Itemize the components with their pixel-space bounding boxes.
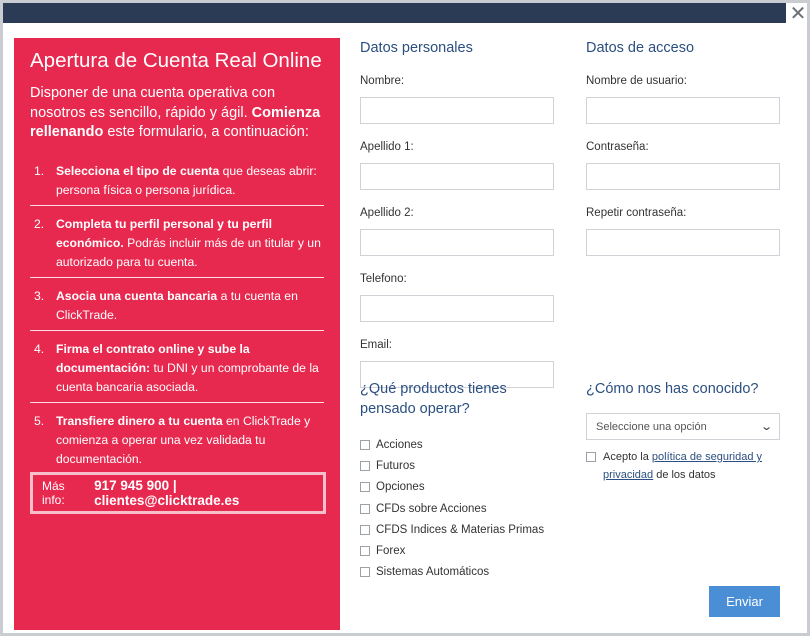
name-field [360,73,554,124]
product-option[interactable] [360,434,544,455]
step-item [30,403,324,474]
promo-intro-end: este formulario, a continuación: [103,124,309,140]
step-item [30,153,324,206]
access-data-section [586,38,780,256]
step-item [30,278,324,331]
step-item [30,206,324,278]
name-input[interactable] [360,97,554,124]
step-item [30,331,324,403]
option-label: Opciones [376,481,425,494]
promo-intro-bold: Comienza rellenando [30,104,321,140]
option-label: CFDs sobre Acciones [376,502,487,515]
step-bold: Transfiere dinero a tu cuenta [56,413,223,428]
field-label: Contraseña: [586,141,649,153]
personal-heading: Datos personales [360,40,473,56]
option-label: CFDS Indices & Materias Primas [376,523,545,536]
step-rest: a tu cuenta en ClickTrade. [56,288,298,322]
promo-intro [30,84,324,143]
field-label: Apellido 2: [360,207,414,219]
product-option[interactable] [360,477,544,498]
surname2-input[interactable] [360,229,554,256]
more-info-label: Más info: [42,479,65,507]
phone-input[interactable] [360,295,554,322]
surname1-field [360,139,554,190]
product-option[interactable] [360,519,544,540]
option-label: Forex [376,545,406,558]
consent-checkbox[interactable] [586,452,596,462]
step-bold: Selecciona el tipo de cuenta [56,163,220,178]
step-number: 3. [34,288,45,303]
username-field [586,73,780,124]
step-number: 5. [34,413,45,428]
option-label: Futuros [376,459,415,472]
products-checklist [360,434,544,583]
more-info-box [30,472,326,514]
personal-data-section [360,38,554,388]
step-number: 2. [34,216,45,231]
access-heading: Datos de acceso [586,40,695,56]
promo-panel [14,38,340,630]
submit-button[interactable]: Enviar [709,586,780,617]
source-question: ¿Cómo nos has conocido? [586,381,759,397]
repeat-password-field [586,205,780,256]
checkbox[interactable] [360,567,370,577]
promo-intro-text: Disponer de una cuenta operativa con nosotros es sencillo, rápido y ágil. [30,85,276,121]
password-input[interactable] [586,163,780,190]
step-text [56,215,324,272]
step-rest: tu DNI y un comprobante de la cuenta bancaria asociada. [56,360,319,394]
close-icon[interactable]: ✕ [789,3,807,25]
checkbox[interactable] [360,461,370,471]
products-question: ¿Qué productos tienes pensado operar? [360,381,507,417]
username-input[interactable] [586,97,780,124]
step-number: 4. [34,341,45,356]
field-label: Repetir contraseña: [586,207,687,219]
privacy-policy-link[interactable]: política de seguridad y privacidad [603,451,762,481]
step-text [56,287,324,325]
product-option[interactable] [360,455,544,476]
step-bold: Completa tu perfil personal y tu perfil económico. [56,216,273,250]
consent-suffix: de los datos [653,469,716,481]
password-field [586,139,780,190]
surname1-input[interactable] [360,163,554,190]
option-label: Acciones [376,438,423,451]
promo-title: Apertura de Cuenta Real Online [30,49,322,72]
option-label: Sistemas Automáticos [376,566,490,579]
consent-prefix: Acepto la [603,451,652,463]
product-option[interactable] [360,562,544,583]
source-select[interactable] [586,413,780,440]
step-rest: que deseas abrir: persona física o persona jurídica. [56,163,317,197]
step-rest: Podrás incluir más de un titular y un autorizado para tu cuenta. [56,235,321,269]
checkbox[interactable] [360,440,370,450]
field-label: Telefono: [360,273,407,285]
step-rest: en ClickTrade y comienza a operar una vez validada tu documentación. [56,413,311,466]
privacy-consent [586,448,786,484]
step-text [56,412,324,469]
repeat-password-input[interactable] [586,229,780,256]
step-text [56,162,324,200]
checkbox[interactable] [360,546,370,556]
product-option[interactable] [360,498,544,519]
checkbox[interactable] [360,525,370,535]
field-label: Nombre: [360,75,405,87]
steps-list [30,153,324,474]
field-label: Email: [360,339,392,351]
field-label: Nombre de usuario: [586,75,687,87]
checkbox[interactable] [360,482,370,492]
phone-field [360,271,554,322]
more-info-contact[interactable]: 917 945 900 | clientes@clicktrade.es [94,478,240,508]
consent-text [603,448,786,484]
checkbox[interactable] [360,504,370,514]
surname2-field [360,205,554,256]
field-label: Apellido 1: [360,141,414,153]
chevron-down-icon: ⌄ [759,421,773,433]
product-option[interactable] [360,540,544,561]
step-text [56,340,324,397]
step-bold: Firma el contrato online y sube la documentación: [56,341,250,375]
step-bold: Asocia una cuenta bancaria [56,288,218,303]
step-number: 1. [34,163,45,178]
modal-topbar [3,3,786,23]
select-value: Seleccione una opción [596,420,707,433]
account-opening-modal [3,3,807,633]
